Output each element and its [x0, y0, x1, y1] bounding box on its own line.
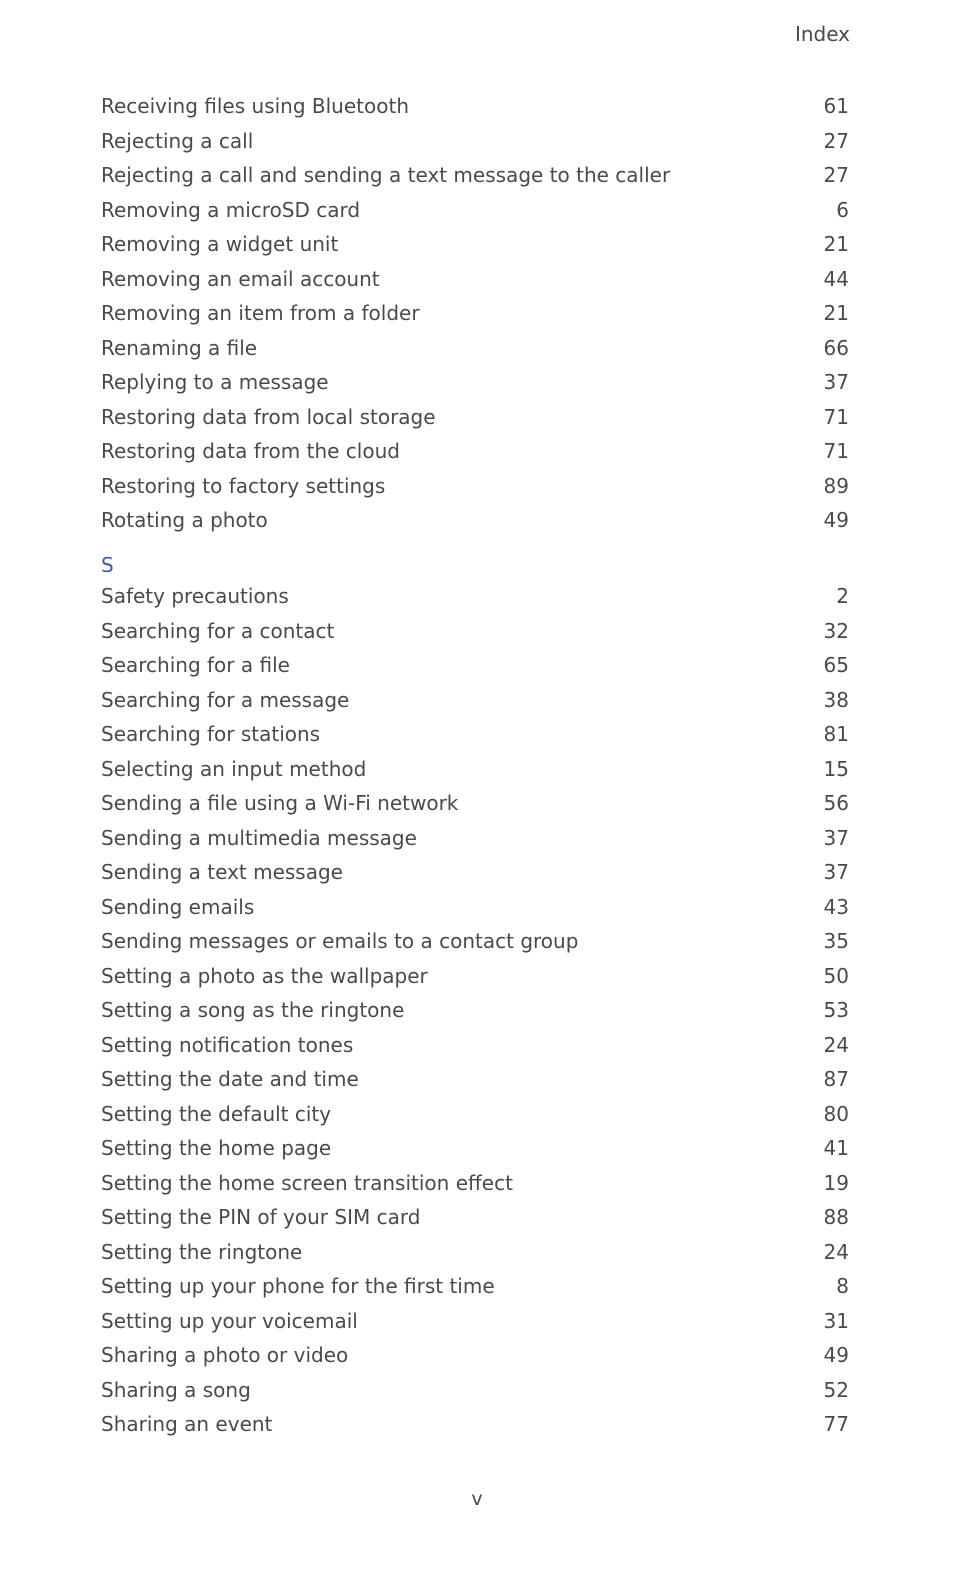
index-entry-label: Sending a multimedia message: [101, 825, 417, 850]
index-entry[interactable]: [101, 924, 849, 959]
index-entry[interactable]: [101, 1166, 849, 1201]
index-entry-page: 31: [823, 1308, 849, 1333]
section-letter-s: S: [101, 553, 114, 577]
index-entry-page: 81: [823, 722, 849, 746]
index-entry[interactable]: [101, 752, 849, 787]
index-entry-page: 44: [823, 266, 849, 291]
index-entry-page: 53: [823, 998, 849, 1022]
index-entry-label: Sending emails: [101, 894, 255, 919]
index-entry[interactable]: [101, 1062, 849, 1097]
index-entry-label: Setting up your phone for the first time: [101, 1274, 495, 1298]
index-entry[interactable]: [101, 1269, 849, 1304]
index-entry-page: 88: [823, 1205, 849, 1229]
page-header-title: Index: [794, 22, 850, 46]
index-entry-label: Setting the default city: [101, 1101, 332, 1126]
index-entry-page: 8: [836, 1274, 849, 1298]
index-entry-label: Restoring data from local storage: [101, 404, 436, 429]
index-entry-page: 2: [836, 584, 849, 608]
index-entry-page: 71: [823, 404, 849, 429]
index-entry[interactable]: [101, 821, 849, 856]
index-entry-page: 27: [823, 163, 849, 187]
index-entry-page: 52: [823, 1377, 849, 1402]
index-entry-page: 37: [823, 370, 849, 394]
index-entry-page: 65: [823, 653, 849, 677]
index-entry-label: Setting the date and time: [101, 1067, 359, 1091]
index-entry-page: 50: [823, 963, 849, 988]
index-entry[interactable]: [101, 855, 849, 890]
index-entry-label: Searching for a contact: [101, 618, 335, 643]
page-number: v: [471, 1488, 483, 1510]
index-entry[interactable]: [101, 227, 849, 262]
index-entry-label: Setting up your voicemail: [101, 1308, 358, 1333]
index-section-s: [101, 579, 849, 1442]
index-entry-label: Setting the ringtone: [101, 1239, 303, 1264]
index-entry[interactable]: [101, 1373, 849, 1408]
index-entry-label: Restoring data from the cloud: [101, 439, 400, 463]
index-section-r: [101, 89, 849, 538]
index-entry-page: 71: [823, 439, 849, 463]
index-entry-page: 15: [823, 756, 849, 781]
index-entry[interactable]: [101, 614, 849, 649]
index-entry-page: 24: [823, 1032, 849, 1057]
index-entry-label: Replying to a message: [101, 370, 329, 394]
index-entry-page: 6: [836, 197, 849, 222]
index-entry-label: Rotating a photo: [101, 508, 268, 532]
index-entry-page: 49: [823, 508, 849, 532]
index-entry-label: Sending messages or emails to a contact group: [101, 929, 579, 953]
index-entry[interactable]: [101, 331, 849, 366]
index-entry-page: 35: [823, 929, 849, 953]
index-entry-label: Receiving files using Bluetooth: [101, 94, 409, 118]
index-entry[interactable]: [101, 1028, 849, 1063]
index-entry-label: Setting a photo as the wallpaper: [101, 963, 428, 988]
index-entry-label: Setting the PIN of your SIM card: [101, 1205, 421, 1229]
index-entry-page: 24: [823, 1239, 849, 1264]
index-entry-label: Rejecting a call and sending a text message to the caller: [101, 163, 671, 187]
index-entry[interactable]: [101, 503, 849, 538]
index-entry-label: Selecting an input method: [101, 756, 367, 781]
index-entry-page: 27: [823, 128, 849, 153]
index-entry-page: 77: [823, 1412, 849, 1436]
index-entry-label: Removing an email account: [101, 266, 380, 291]
index-entry-label: Setting notification tones: [101, 1032, 354, 1057]
index-entry-label: Renaming a file: [101, 335, 258, 360]
index-entry[interactable]: [101, 158, 849, 193]
index-entry-label: Sharing a song: [101, 1377, 251, 1402]
index-entry-label: Removing an item from a folder: [101, 301, 420, 325]
index-entry-label: Safety precautions: [101, 584, 289, 608]
index-entry[interactable]: [101, 365, 849, 400]
index-entry[interactable]: [101, 400, 849, 435]
index-entry[interactable]: [101, 1407, 849, 1442]
index-entry-label: Setting a song as the ringtone: [101, 998, 405, 1022]
index-entry-label: Removing a microSD card: [101, 197, 361, 222]
index-entry-page: 49: [823, 1343, 849, 1367]
index-entry-page: 21: [823, 301, 849, 325]
index-entry[interactable]: [101, 469, 849, 504]
index-entry[interactable]: [101, 1131, 849, 1166]
index-entry-page: 43: [823, 894, 849, 919]
index-entry[interactable]: [101, 296, 849, 331]
index-entry[interactable]: [101, 124, 849, 159]
index-entry-label: Searching for a file: [101, 653, 290, 677]
index-entry-label: Sending a file using a Wi-Fi network: [101, 791, 459, 815]
index-entry-label: Sending a text message: [101, 860, 343, 884]
index-entry-label: Searching for stations: [101, 722, 321, 746]
index-entry-page: 56: [823, 791, 849, 815]
index-entry-page: 89: [823, 473, 849, 498]
index-entry[interactable]: [101, 1304, 849, 1339]
index-entry-label: Sharing a photo or video: [101, 1343, 349, 1367]
index-entry-label: Rejecting a call: [101, 128, 254, 153]
index-entry[interactable]: [101, 1097, 849, 1132]
index-entry-page: 37: [823, 825, 849, 850]
index-entry[interactable]: [101, 786, 849, 821]
index-entry[interactable]: [101, 993, 849, 1028]
index-entry-page: 87: [823, 1067, 849, 1091]
index-entry-label: Setting the home screen transition effect: [101, 1170, 513, 1195]
index-entry-page: 61: [823, 94, 849, 118]
index-entry-page: 66: [823, 335, 849, 360]
index-entry[interactable]: [101, 717, 849, 752]
index-entry-page: 80: [823, 1101, 849, 1126]
index-entry-label: Setting the home page: [101, 1136, 332, 1160]
index-entry[interactable]: [101, 193, 849, 228]
index-entry-page: 37: [823, 860, 849, 884]
index-entry-page: 32: [823, 618, 849, 643]
index-entry-label: Restoring to factory settings: [101, 473, 386, 498]
index-entry[interactable]: [101, 1235, 849, 1270]
index-entry[interactable]: [101, 262, 849, 297]
index-entry[interactable]: [101, 890, 849, 925]
index-entry-label: Searching for a message: [101, 687, 350, 712]
index-entry[interactable]: [101, 959, 849, 994]
index-entry[interactable]: [101, 434, 849, 469]
index-entry-page: 19: [823, 1170, 849, 1195]
index-entry[interactable]: [101, 1338, 849, 1373]
index-entry[interactable]: [101, 1200, 849, 1235]
index-entry-label: Removing a widget unit: [101, 232, 339, 256]
index-entry[interactable]: [101, 683, 849, 718]
index-entry-page: 41: [823, 1136, 849, 1160]
index-entry[interactable]: [101, 648, 849, 683]
index-entry[interactable]: [101, 89, 849, 124]
index-entry[interactable]: [101, 579, 849, 614]
index-entry-label: Sharing an event: [101, 1412, 273, 1436]
index-entry-page: 38: [823, 687, 849, 712]
index-entry-page: 21: [823, 232, 849, 256]
